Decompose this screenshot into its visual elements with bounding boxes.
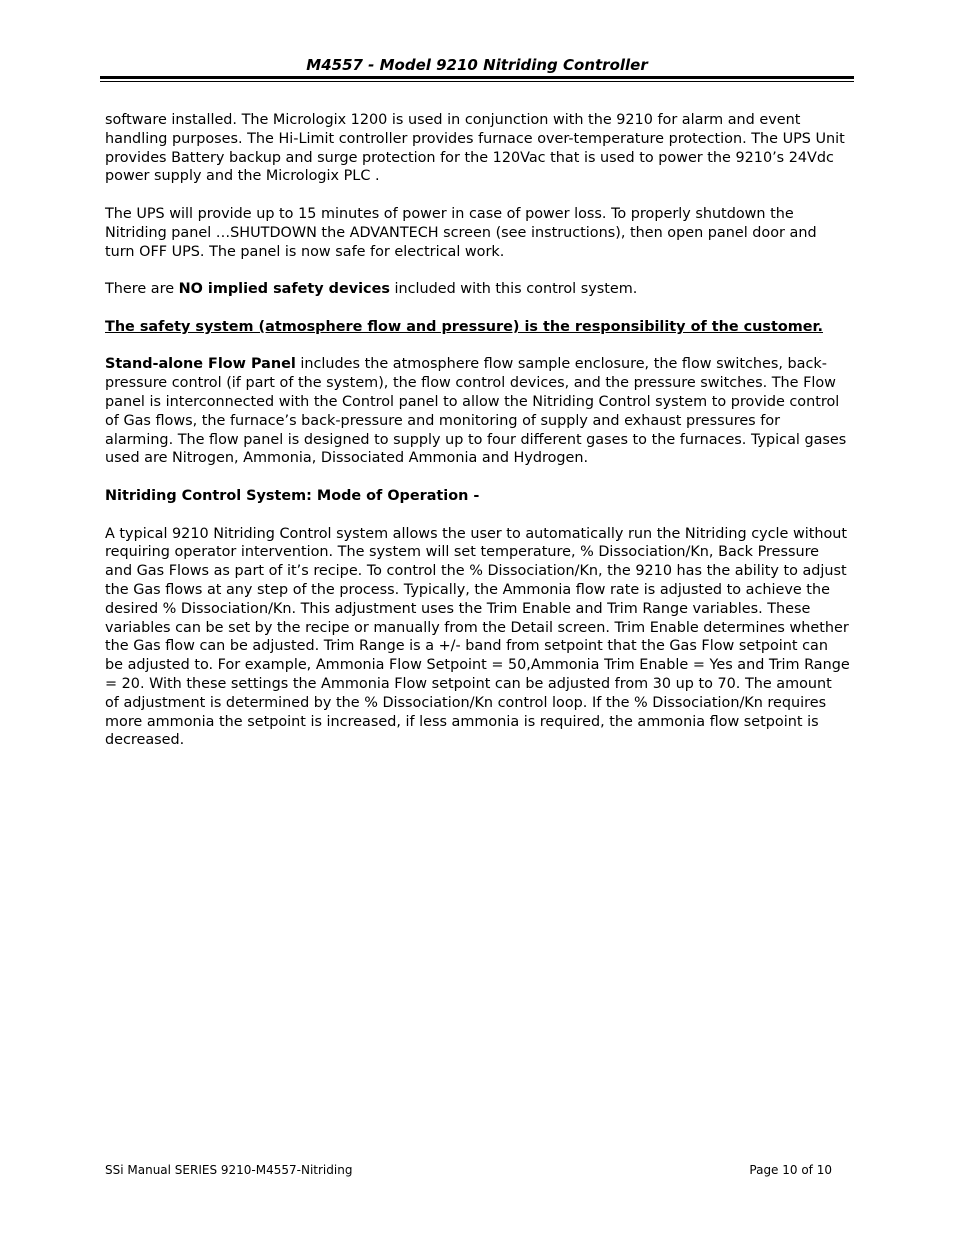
paragraph-ups: The UPS will provide up to 15 minutes of power in case of power loss. To properly shutdown the Nitriding panel …SHUTDOWN the ADVANTECH screen (see instructions), then open panel door and turn OFF UPS. The panel is now safe for electrical work. — [105, 205, 817, 260]
document-body — [105, 111, 850, 769]
flow-panel-bold: Stand-alone Flow Panel — [105, 356, 296, 373]
paragraph-mode-of-operation: A typical 9210 Nitriding Control system allows the user to automatically run the Nitriding cycle without requiring operator intervention. The system will set temperature, % Dissociation/Kn, Back Pressure and Gas Flows as part of it’s recipe. To control the % Dissociation/Kn, the 9210 has the ability to adjust the Gas flows at any step of the process. Typically, the Ammonia flow rate is adjusted to achieve the desired % Dissociation/Kn. This adjustment uses the Trim Enable and Trim Range variables. These variables can be set by the recipe or manually from the Detail screen. Trim Enable determines whether the Gas flow can be adjusted. Trim Range is a +/- band from setpoint that the Gas Flow setpoint can be adjusted to. For example, Ammonia Flow Setpoint = 50,Ammonia Trim Enable = Yes and Trim Range = 20. With these settings the Ammonia Flow setpoint can be adjusted from 30 up to 70. The amount of adjustment is determined by the % Dissociation/Kn control loop. If the % Dissociation/Kn requires more ammonia the setpoint is increased, if less ammonia is required, the ammonia flow setpoint is decreased. — [105, 525, 850, 749]
paragraph-flow-panel — [105, 355, 850, 468]
header-title: M4557 - Model 9210 Nitriding Controller — [306, 56, 648, 74]
footer-page-number: Page 10 of 10 — [749, 1163, 832, 1177]
section-heading-mode-of-operation — [105, 487, 850, 506]
flow-panel-text: includes the atmosphere flow sample enclosure, the flow switches, back-pressure control (if part of the system), the flow control devices, and the pressure switches. The Flow panel is interconnected with the Control panel to allow the Nitriding Control system to provide control of Gas flows, the furnace’s back-pressure and monitoring of supply and exhaust pressures for alarming. The flow panel is designed to supply up to four different gases to the furnaces. Typical gases used are Nitrogen, Ammonia, Dissociated Ammonia and Hydrogen. — [105, 356, 847, 467]
footer-manual-name: SSi Manual SERIES 9210-M4557-Nitriding — [105, 1163, 353, 1177]
header-rule-thick — [100, 76, 854, 79]
heading-text: Nitriding Control System: Mode of Operation - — [105, 487, 480, 504]
paragraph-micrologix: software installed. The Micrologix 1200 is used in conjunction with the 9210 for alarm and event handling purposes. The Hi-Limit controller provides furnace over-temperature protection. The UPS Unit provides Battery backup and surge protection for the 120Vac that is used to power the 9210’s 24Vdc power supply and the Micrologix PLC . — [105, 112, 845, 185]
paragraph-safety-devices — [105, 280, 850, 299]
paragraph-safety-responsibility: The safety system (atmosphere flow and pressure) is the responsibility of the customer. — [105, 318, 823, 335]
safety-devices-text-post: included with this control system. — [389, 281, 638, 298]
safety-devices-bold: NO implied safety devices — [178, 281, 390, 298]
header-rule-thin — [100, 81, 854, 82]
safety-devices-text-pre: There are — [105, 281, 179, 298]
